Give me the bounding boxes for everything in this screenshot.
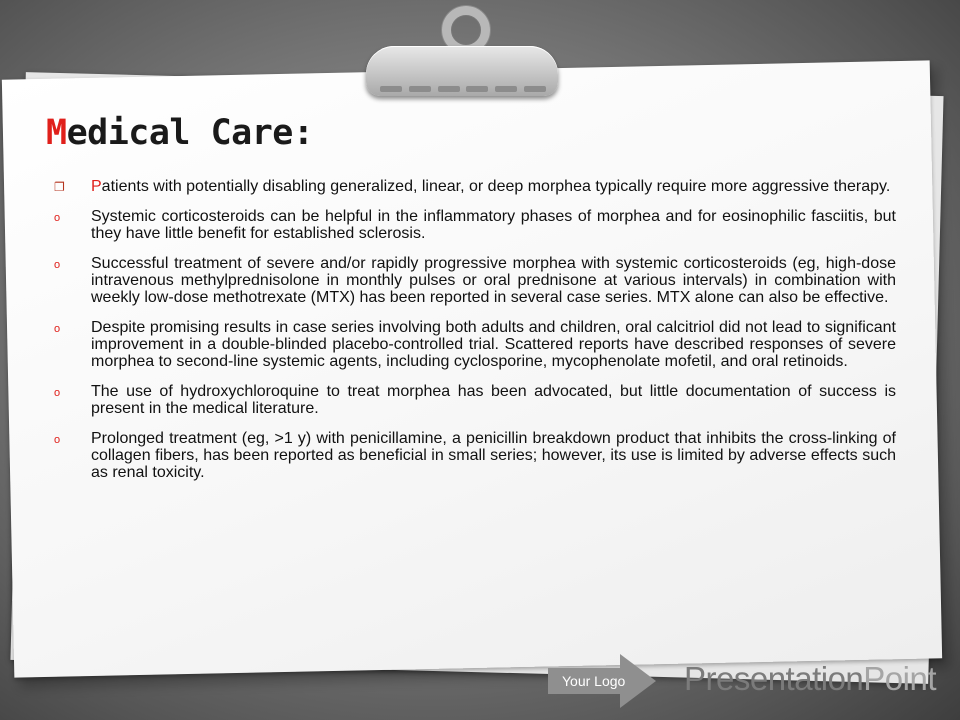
- list-item: [54, 255, 896, 306]
- bullet-body: atients with potentially disabling generalized, linear, or deep morphea typically require more aggressive therapy.: [101, 178, 891, 195]
- list-item: [54, 319, 896, 370]
- circle-bullet-icon: o: [54, 212, 61, 224]
- brand-part1: Presentation: [684, 660, 864, 697]
- title-initial: M: [46, 113, 67, 153]
- bullet-text: The use of hydroxychloroquine to treat morphea has been advocated, but little documentation of success is present in the medical literature.: [91, 383, 896, 417]
- bullet-text: Prolonged treatment (eg, >1 y) with penicillamine, a penicillin breakdown product that inhibits the cross-linking of collagen fibers, has been reported as beneficial in small series; however, its use is limited by adverse effects such as renal toxicity.: [91, 430, 896, 481]
- list-item: [54, 178, 896, 195]
- brand-wordmark: [684, 660, 936, 698]
- slide-title: [46, 113, 313, 153]
- brand-part2: Point: [863, 660, 937, 697]
- list-item: [54, 383, 896, 417]
- circle-bullet-icon: o: [54, 387, 61, 399]
- circle-bullet-icon: o: [54, 434, 61, 446]
- bullet-text: Successful treatment of severe and/or rapidly progressive morphea with systemic corticosteroids (eg, high-dose intravenous methylprednisolone in monthly pulses or oral prednisone at various intervals) in combination with weekly low-dose methotrexate (MTX) has been reported in several case series. MTX alone can also be effective.: [91, 255, 896, 306]
- bullet-text: Despite promising results in case series involving both adults and children, oral calcitriol did not lead to significant improvement in a double-blinded placebo-controlled trial. Scattered reports have described responses of severe morphea to second-line systemic agents, including cyclosporine, mycophenolate mofetil, and oral retinoids.: [91, 319, 896, 370]
- square-bullet-icon: ❐: [54, 180, 65, 194]
- list-item: [54, 430, 896, 481]
- bullet-list: [54, 178, 896, 494]
- circle-bullet-icon: o: [54, 323, 61, 335]
- logo-text: Your Logo: [562, 673, 626, 689]
- list-item: [54, 208, 896, 242]
- bullet-text: Systemic corticosteroids can be helpful in the inflammatory phases of morphea and for eosinophilic fasciitis, but they have little benefit for established sclerosis.: [91, 208, 896, 242]
- bullet-initial: P: [91, 178, 102, 195]
- title-rest: edical Care:: [66, 113, 314, 153]
- circle-bullet-icon: o: [54, 259, 61, 271]
- bullet-text: [91, 178, 896, 195]
- clip-teeth: [380, 86, 546, 92]
